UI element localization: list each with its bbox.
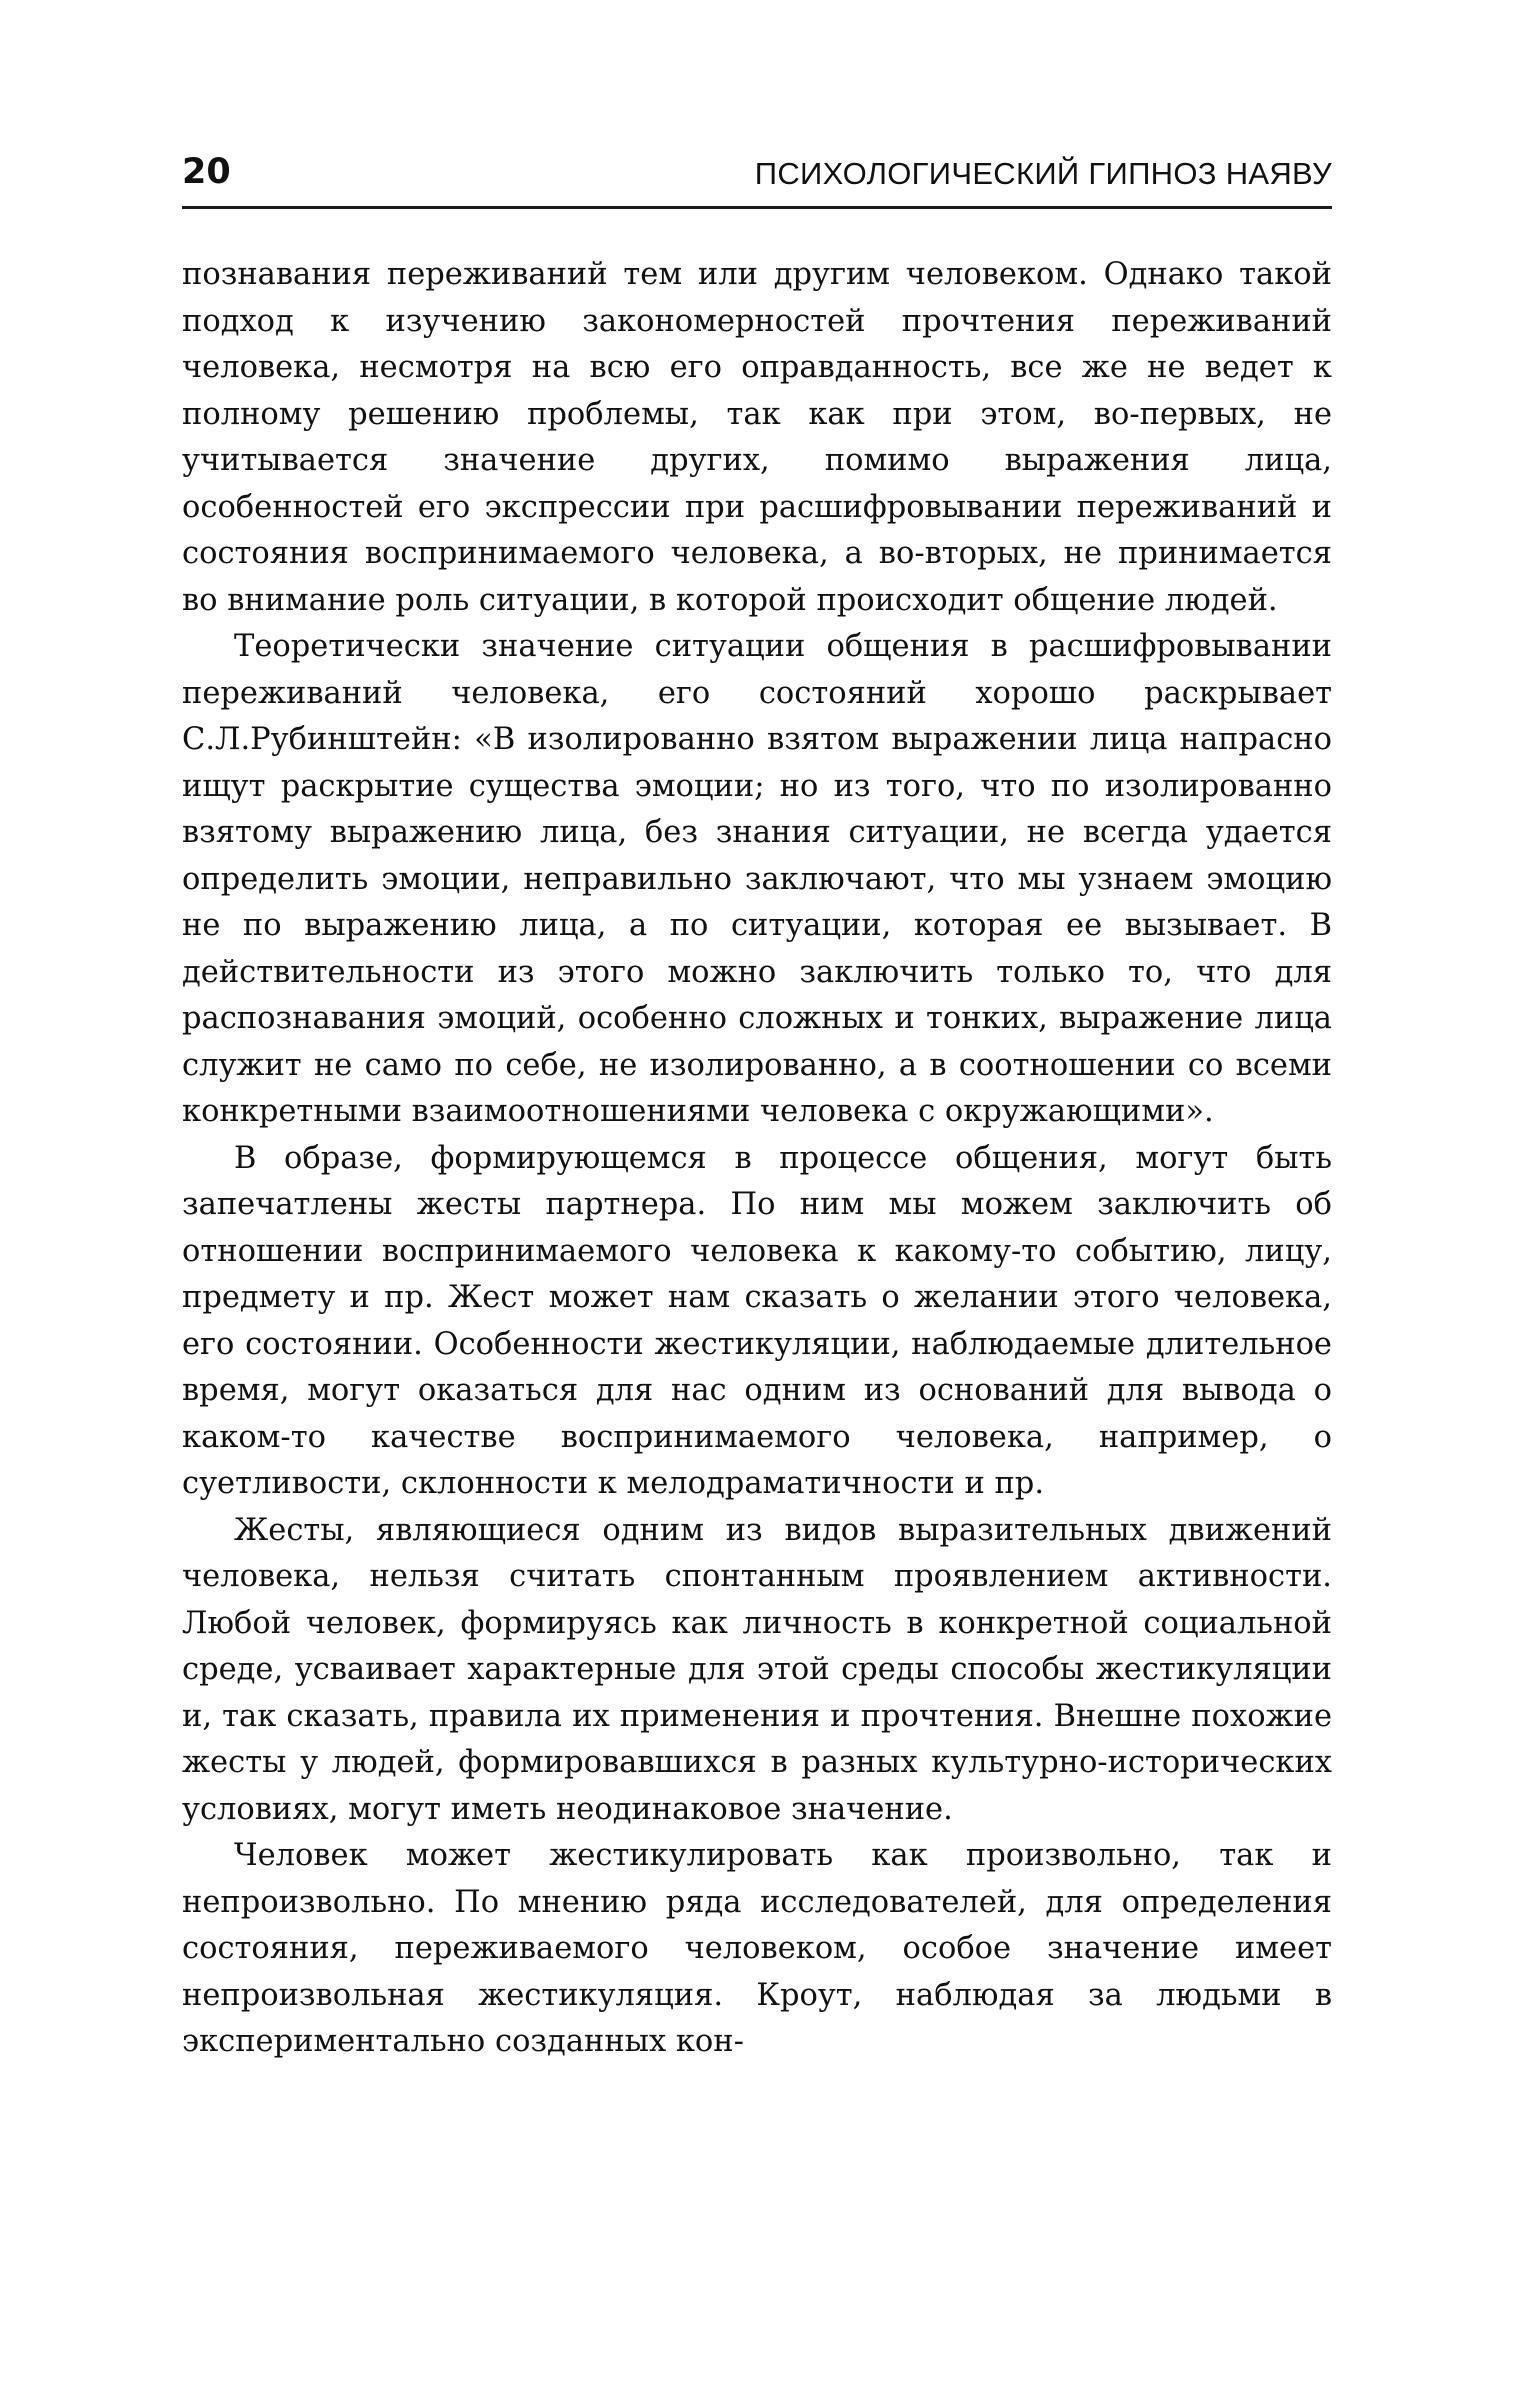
paragraph-5: Человек может жестикулировать как произвольно, так и непроизвольно. По мнению ряда исследователей, для определения состояния, переживаемого человеком, особое значение имеет непроизвольная жестикуляция. Кроут, наблюдая за людьми в экспериментально созданных кон- <box>182 1838 1332 2059</box>
paragraph-2: Теоретически значение ситуации общения в расшифровывании переживаний человека, его состояний хорошо раскрывает С.Л.Рубинштейн: «В изолированно взятом выражении лица напрасно ищут раскрытие существа эмоции; но из того, что по изолированно взятому выражению лица, без знания ситуации, не всегда удается определить эмоции, неправильно заключают, что мы узнаем эмоцию не по выражению лица, а по ситуации, которая ее вызывает. В действительности из этого можно заключить только то, что для распознавания эмоций, особенно сложных и тонких, выражение лица служит не само по себе, не изолированно, а в соотношении со всеми конкретными взаимоотношениями человека с окружающими». <box>182 629 1332 1129</box>
page-number: 20 <box>182 152 231 192</box>
paragraph-1: познавания переживаний тем или другим человеком. Однако такой подход к изучению закономерностей прочтения переживаний человека, несмотря на всю его оправданность, все же не ведет к полному решению проблемы, так как при этом, во-первых, не учитывается значение других, помимо выражения лица, особенностей его экспрессии при расшифровывании переживаний и состояния воспринимаемого человека, а во-вторых, не принимается во внимание роль ситуации, в которой происходит общение людей. <box>182 257 1332 618</box>
paragraph-4: Жесты, являющиеся одним из видов выразительных движений человека, нельзя считать спонтанным проявлением активности. Любой человек, формируясь как личность в конкретной социальной среде, усваивает характерные для этой среды способы жестикуляции и, так сказать, правила их применения и прочтения. Внешне похожие жесты у людей, формировавшихся в разных культурно-исторических условиях, могут иметь неодинаковое значение. <box>182 1512 1332 1827</box>
page-header <box>182 150 1332 209</box>
paragraph-3: В образе, формирующемся в процессе общения, могут быть запечатлены жесты партнера. По ним мы можем заключить об отношении воспринимаемого человека к какому-то событию, лицу, предмету и пр. Жест может нам сказать о желании этого человека, его состоянии. Особенности жестикуляции, наблюдаемые длительное время, могут оказаться для нас одним из оснований для вывода о каком-то качестве воспринимаемого человека, например, о суетливости, склонности к мелодраматичности и пр. <box>182 1140 1332 1501</box>
running-title: ПСИХОЛОГИЧЕСКИЙ ГИПНОЗ НАЯВУ <box>754 156 1332 191</box>
body-text <box>182 252 1332 2066</box>
